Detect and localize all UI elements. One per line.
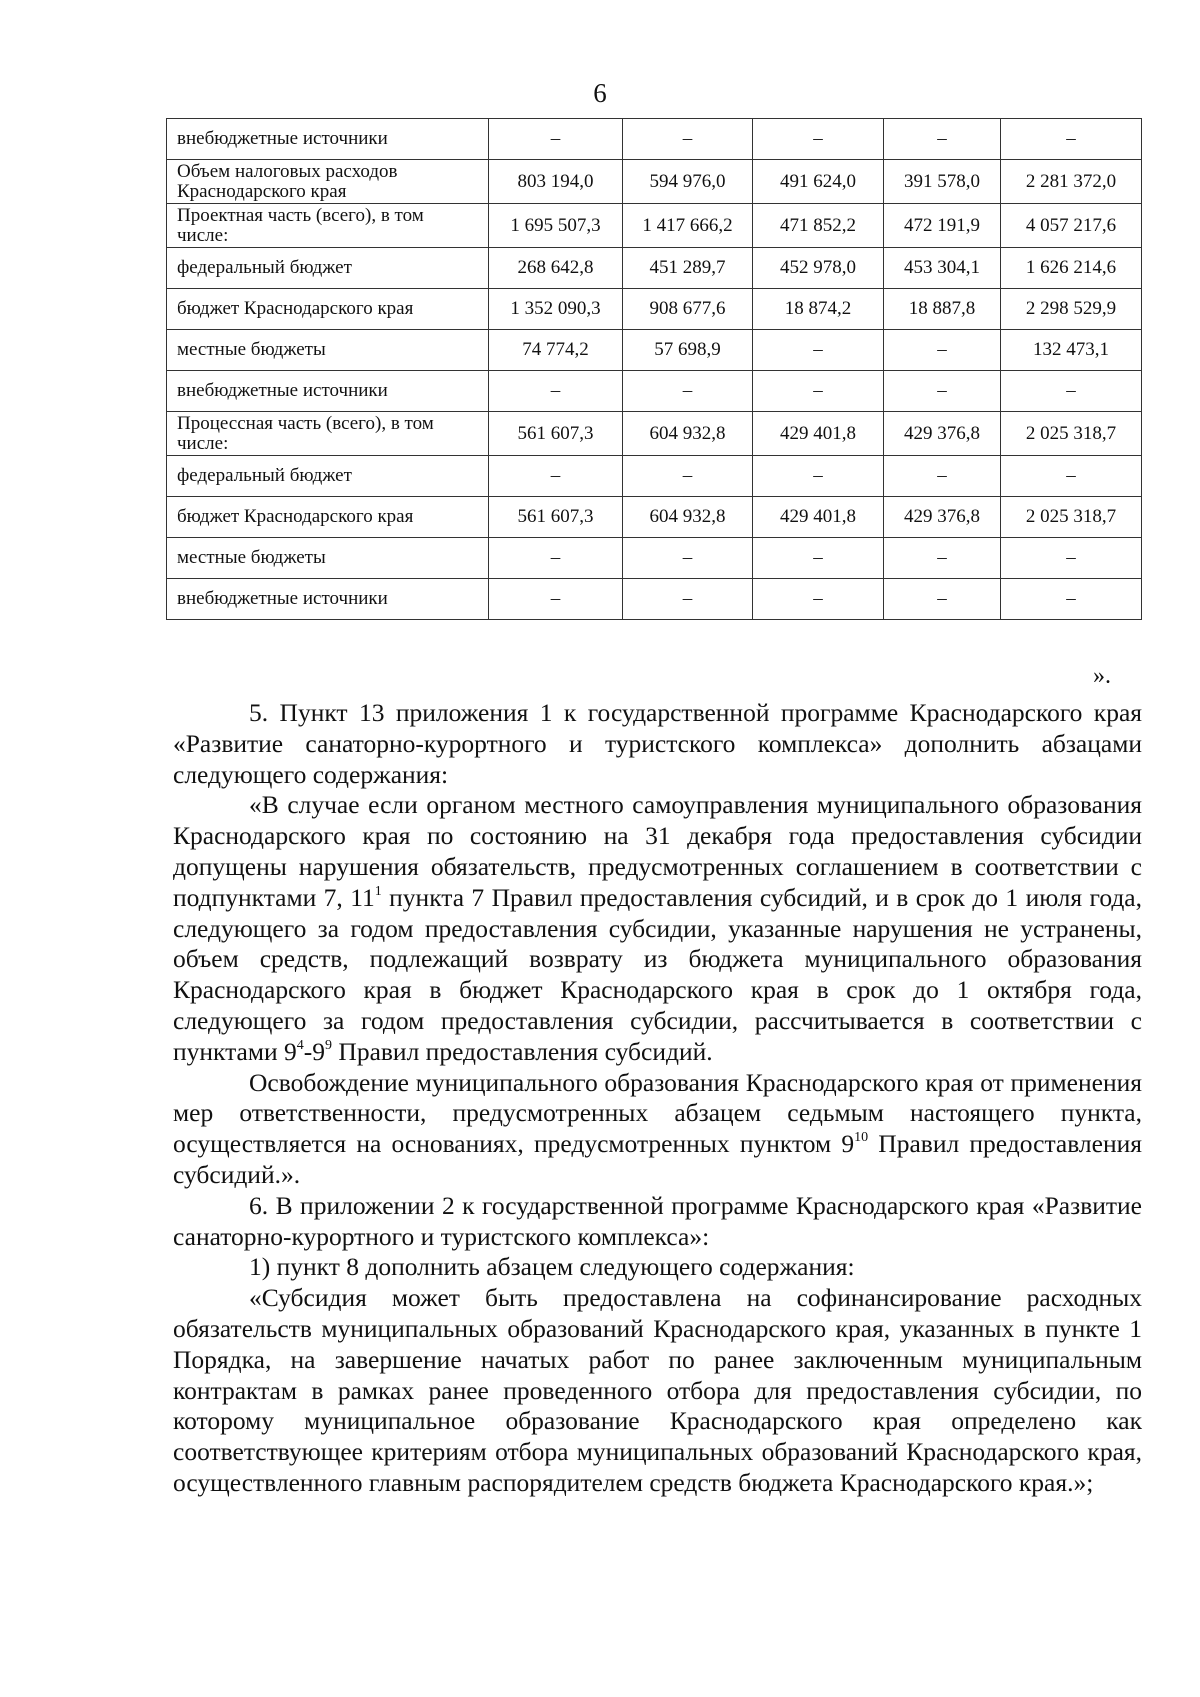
table-cell: – <box>1001 538 1142 579</box>
table-cell: – <box>884 119 1001 160</box>
table-cell: 471 852,2 <box>753 204 884 248</box>
table-cell: 472 191,9 <box>884 204 1001 248</box>
row-label: Проектная часть (всего), в том числе: <box>167 204 489 248</box>
table-cell: – <box>489 119 623 160</box>
table-cell: – <box>489 371 623 412</box>
row-label: внебюджетные источники <box>167 119 489 160</box>
table-cell: 4 057 217,6 <box>1001 204 1142 248</box>
row-label: бюджет Краснодарского края <box>167 497 489 538</box>
table-cell: – <box>753 371 884 412</box>
table-cell: 2 281 372,0 <box>1001 160 1142 204</box>
table-cell: 132 473,1 <box>1001 330 1142 371</box>
row-label: бюджет Краснодарского края <box>167 289 489 330</box>
table-row <box>167 456 1142 497</box>
table-cell: 1 352 090,3 <box>489 289 623 330</box>
table-cell: – <box>489 456 623 497</box>
table-row <box>167 538 1142 579</box>
table-cell: 594 976,0 <box>623 160 753 204</box>
table-row <box>167 119 1142 160</box>
table-cell: 429 376,8 <box>884 497 1001 538</box>
row-label: федеральный бюджет <box>167 248 489 289</box>
table-cell: – <box>1001 119 1142 160</box>
table-cell: – <box>623 371 753 412</box>
table-cell: 268 642,8 <box>489 248 623 289</box>
row-label: Объем налоговых расходов Краснодарского края <box>167 160 489 204</box>
row-label: Процессная часть (всего), в том числе: <box>167 412 489 456</box>
table-row <box>167 579 1142 620</box>
row-label: местные бюджеты <box>167 330 489 371</box>
table-cell: 1 626 214,6 <box>1001 248 1142 289</box>
table-cell: 1 695 507,3 <box>489 204 623 248</box>
row-label: федеральный бюджет <box>167 456 489 497</box>
paragraph-item-6: 6. В приложении 2 к государственной программе Краснодарского края «Развитие санаторно-курортного и туристского комплекса»: <box>173 1190 1142 1251</box>
table-cell: – <box>753 456 884 497</box>
table-cell: 18 874,2 <box>753 289 884 330</box>
table-cell: 2 025 318,7 <box>1001 497 1142 538</box>
table-cell: 391 578,0 <box>884 160 1001 204</box>
table-cell: – <box>489 538 623 579</box>
budget-table <box>166 118 1142 620</box>
paragraph-item-5: 5. Пункт 13 приложения 1 к государственной программе Краснодарского края «Развитие санаторно-курортного и туристского комплекса» дополнить абзацами следующего содержания: <box>173 698 1142 789</box>
table-cell: 2 298 529,9 <box>1001 289 1142 330</box>
paragraph-subitem-1: 1) пункт 8 дополнить абзацем следующего содержания: <box>249 1252 855 1282</box>
row-label: местные бюджеты <box>167 538 489 579</box>
paragraph-release: Освобождение муниципального образования Краснодарского края от применения мер ответственности, предусмотренных абзацем седьмым настоящего пункта, осуществляется на основаниях, предусмотренных пунктом $9^{10}$ Правил предоставления субсидий.». <box>173 1067 1143 1189</box>
table-cell: 18 887,8 <box>884 289 1001 330</box>
paragraph-quote-amendment: «В случае если органом местного самоуправления муниципального образования Краснодарского края по состоянию на 31 декабря года предоставления субсидии допущены нарушения обязательств, предусмотренных соглашением в соответствии с подпунктами 7, $11^1$ пункта 7 Правил предоставления субсидий, и в срок до 1 июля года, следующего за годом предоставления субсидии, указанные нарушения не устранены, объем средств, подлежащий возврату из бюджета муниципального образования Краснодарского края в бюджет Краснодарского края в срок до 1 октября года, следующего за годом предоставления субсидии, рассчитывается в соответствии с пунктами $9^4-9^9$ Правил предоставления субсидий. <box>173 790 1142 1066</box>
table-row <box>167 412 1142 456</box>
table-cell: – <box>623 119 753 160</box>
table-cell: 453 304,1 <box>884 248 1001 289</box>
row-label: внебюджетные источники <box>167 579 489 620</box>
table-cell: 803 194,0 <box>489 160 623 204</box>
table-cell: 429 401,8 <box>753 497 884 538</box>
table-row <box>167 289 1142 330</box>
table-cell: – <box>1001 456 1142 497</box>
table-cell: – <box>884 456 1001 497</box>
table-cell: 561 607,3 <box>489 497 623 538</box>
table-cell: – <box>623 579 753 620</box>
table-row <box>167 248 1142 289</box>
table-row <box>167 497 1142 538</box>
table-cell: – <box>884 579 1001 620</box>
table-cell: 452 978,0 <box>753 248 884 289</box>
table-cell: 429 401,8 <box>753 412 884 456</box>
table-cell: 908 677,6 <box>623 289 753 330</box>
table-row <box>167 160 1142 204</box>
table-closing-quote: ». <box>1093 663 1111 689</box>
table-cell: – <box>753 119 884 160</box>
table-cell: – <box>623 538 753 579</box>
table-cell: – <box>489 579 623 620</box>
paragraph-subsidy: «Субсидия может быть предоставлена на софинансирование расходных обязательств муниципальных образований Краснодарского края, указанных в пункте 1 Порядка, на завершение начатых работ по ранее заключенным муниципальным контрактам в рамках ранее проведенного отбора для предоставления субсидии, по которому муниципальное образование Краснодарского края определено как соответствующее критериям отбора муниципальных образований Краснодарского края, осуществленного главным распорядителем средств бюджета Краснодарского края.»; <box>173 1283 1142 1497</box>
table-cell: – <box>753 538 884 579</box>
row-label: внебюджетные источники <box>167 371 489 412</box>
table-cell: – <box>884 538 1001 579</box>
table-cell: – <box>1001 579 1142 620</box>
table-cell: 604 932,8 <box>623 412 753 456</box>
table-cell: 57 698,9 <box>623 330 753 371</box>
table-cell: – <box>753 330 884 371</box>
table-row <box>167 204 1142 248</box>
table-cell: – <box>884 330 1001 371</box>
table-cell: 491 624,0 <box>753 160 884 204</box>
table-cell: – <box>884 371 1001 412</box>
table-cell: 604 932,8 <box>623 497 753 538</box>
document-body <box>173 698 1142 1499</box>
table-cell: 451 289,7 <box>623 248 753 289</box>
table-row <box>167 330 1142 371</box>
table-cell: – <box>1001 371 1142 412</box>
table-cell: 74 774,2 <box>489 330 623 371</box>
table-cell: 1 417 666,2 <box>623 204 753 248</box>
table-cell: 429 376,8 <box>884 412 1001 456</box>
page-number: 6 <box>593 78 607 108</box>
table-cell: 561 607,3 <box>489 412 623 456</box>
table-row <box>167 371 1142 412</box>
table-cell: – <box>623 456 753 497</box>
table-cell: – <box>753 579 884 620</box>
table-cell: 2 025 318,7 <box>1001 412 1142 456</box>
